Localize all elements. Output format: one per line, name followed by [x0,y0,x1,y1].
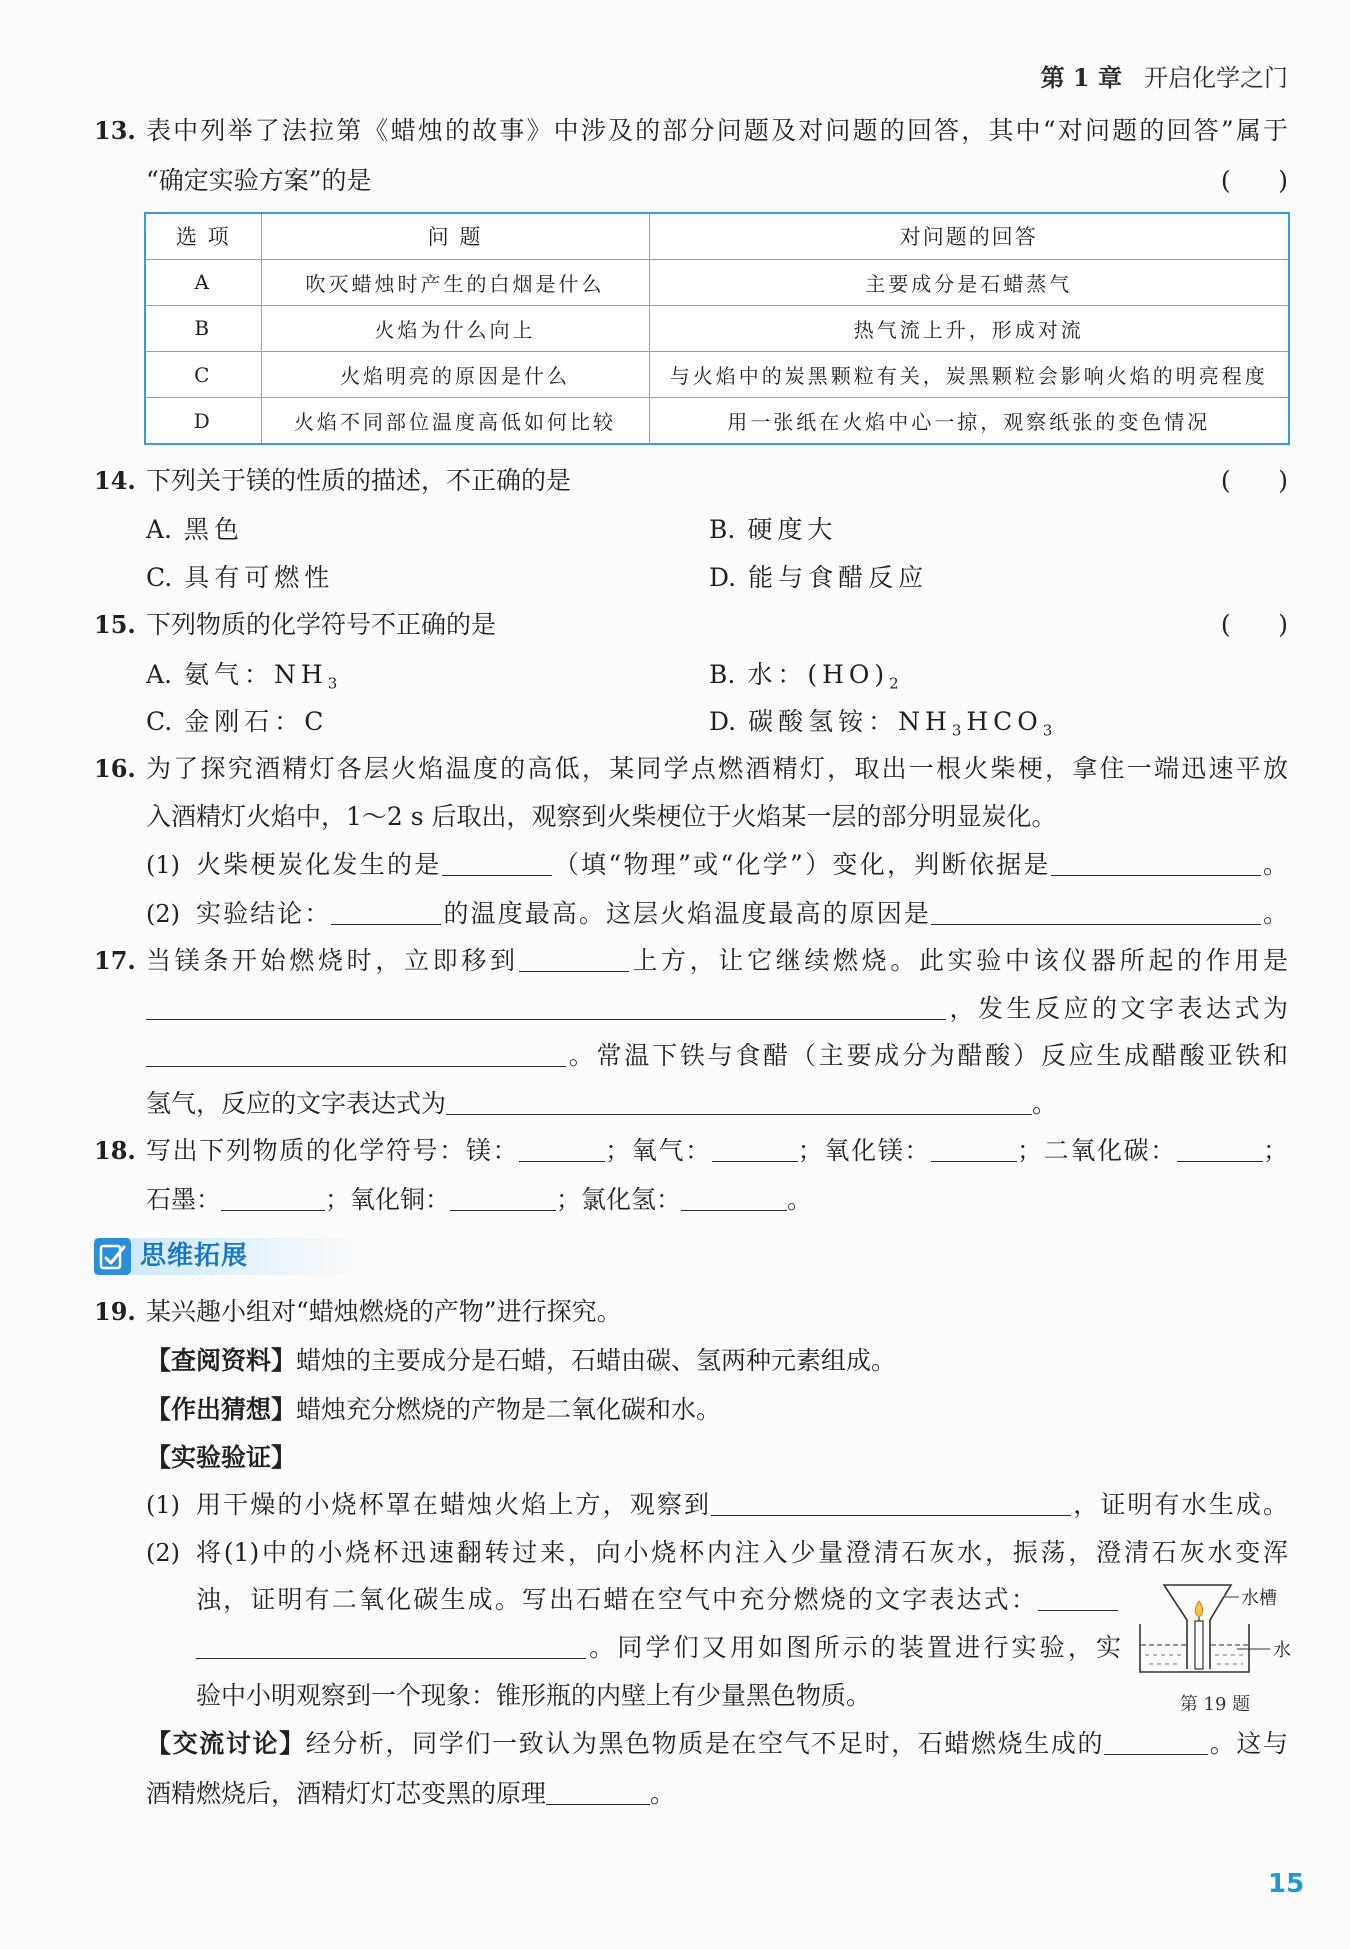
table-cell-answer: 热气流上升，形成对流 [649,305,1289,351]
answer-blank [146,1042,566,1067]
subquestion-text: 的温度最高。这层火焰温度最高的原因是 [441,899,931,928]
answer-parentheses: ( ) [1220,610,1288,639]
question-text-line [146,1085,1057,1123]
answer-blank [196,1634,586,1659]
question-number: 16. [94,754,136,783]
subquestion-text: （填“物理”或“化学”）变化，判断依据是 [551,850,1051,879]
substance-name: 氨气： [184,660,275,689]
table-cell-option: C [145,352,261,398]
question-text: ；氯化氢： [556,1185,682,1214]
question-text-line [146,1342,896,1380]
option-text: 具有可燃性 [184,563,335,592]
question-text: 蜡烛充分燃烧的产物是二氧化碳和水。 [296,1395,722,1424]
question-text: 当镁条开始燃烧时，立即移到 [146,946,519,975]
subquestion-text: 实验结论： [196,899,332,928]
option-b [709,656,904,694]
option-text: 能与食醋反应 [748,563,929,592]
table-cell-question: 吹灭蜡烛时产生的白烟是什么 [261,259,649,305]
table-row [145,398,1289,444]
section-tag: 【实验验证】 [146,1443,297,1472]
question-text: ，发生反应的文字表达式为 [946,994,1288,1023]
subquestion-line: 验中小明观察到一个现象：锥形瓶的内壁上有少量黑色物质。 [196,1681,872,1710]
question-text-line [146,1775,675,1813]
subquestion-text: 浊，证明有二氧化碳生成。写出石蜡在空气中充分燃烧的文字表达式： [196,1585,1038,1614]
question-text: ； [1262,1136,1288,1165]
answer-blank [331,900,441,925]
table-row [145,305,1289,351]
answer-blank [1104,1730,1208,1755]
table-cell-answer: 与火焰中的炭黑颗粒有关，炭黑颗粒会影响火焰的明亮程度 [649,352,1289,398]
question-text-line [146,1391,721,1429]
subquestion-line [196,1486,1288,1524]
option-text: 硬度大 [747,515,838,544]
question-text-line [146,1725,1288,1763]
question-number: 14. [94,466,136,495]
subquestion-label: (1) [146,851,180,879]
question-text-line [146,942,1288,980]
question-number: 18. [94,1136,136,1165]
question-text-line [146,1181,812,1219]
table-cell-option: B [145,305,261,351]
option-label: C. [146,563,173,592]
table-header-answer: 对问题的回答 [649,213,1289,259]
formula-part: NH [898,707,952,736]
answer-blank [450,1186,556,1211]
section-tag: 【作出猜想】 [146,1395,297,1424]
option-label: C. [146,707,173,736]
answer-blank [1051,851,1261,876]
table-header-row [145,213,1289,259]
question-text-line [146,990,1288,1028]
question-text: ；二氧化碳： [1017,1136,1177,1165]
question-text: 。 [1032,1089,1058,1118]
option-c [146,703,328,741]
formula-subscript: 3 [327,674,343,693]
section-tag: 【查阅资料】 [146,1346,297,1375]
option-text: 黑色 [184,515,245,544]
question-text: 蜡烛的主要成分是石蜡，石蜡由碳、氢两种元素组成。 [296,1346,897,1375]
subquestion-line: 将(1)中的小烧杯迅速翻转过来，向小烧杯内注入少量澄清石灰水，振荡，澄清石灰水变浑 [196,1538,1288,1567]
question-text-line: “确定实验方案”的是 [146,166,372,195]
answer-blank [1038,1586,1118,1611]
answer-blank [711,1491,1071,1516]
subquestion-text: ，证明有水生成。 [1071,1490,1288,1519]
question-number: 15. [94,610,136,639]
table-cell-answer: 用一张纸在火焰中心一掠，观察纸张的变色情况 [649,398,1289,444]
question-text: ；氧化铜： [325,1185,451,1214]
subquestion-line [196,1581,1118,1619]
answer-blank [712,1137,798,1162]
formula-part: NH [274,660,328,689]
option-label: D. [709,707,737,736]
question-text-line: 入酒精灯火焰中，1～2 s 后取出，观察到火柴梗位于火焰某一层的部分明显炭化。 [146,802,1057,831]
figure-caption: 第 19 题 [1179,1694,1251,1715]
question-text-line: 某兴趣小组对“蜡烛燃烧的产物”进行探究。 [146,1297,622,1326]
subquestion-label: (2) [146,1539,180,1567]
option-label: A. [146,515,173,544]
option-a [146,511,244,549]
answer-blank [931,900,1261,925]
question-text: ；氧气： [605,1136,712,1165]
table-cell-question: 火焰不同部位温度高低如何比较 [261,398,649,444]
answer-blank [1177,1137,1263,1162]
formula-subscript: 2 [889,674,904,693]
question-table [144,212,1290,445]
table-row [145,352,1289,398]
table-cell-answer: 主要成分是石蜡蒸气 [649,259,1289,305]
answer-blank [519,947,629,972]
subquestion-text: 用干燥的小烧杯罩在蜡烛火焰上方，观察到 [196,1490,712,1519]
formula-subscript: 3 [951,721,967,740]
answer-blank [681,1186,787,1211]
trough-label: 水槽 [1241,1588,1277,1609]
option-label: A. [146,660,173,689]
subquestion-text: 火柴梗炭化发生的是 [196,850,442,879]
question-text: ；氧化镁： [797,1136,932,1165]
question-number: 17. [94,946,136,975]
answer-blank [442,851,552,876]
substance-name: 碳酸氢铵： [748,707,899,736]
option-c [146,559,334,597]
table-header-option: 选 项 [145,213,261,259]
table-row [145,259,1289,305]
page-number: 15 [1268,1869,1305,1899]
pencil-note-icon [94,1238,131,1275]
question-text: 。 [787,1185,813,1214]
formula-part: HCO [966,707,1043,736]
answer-blank [931,1137,1017,1162]
answer-blank [146,995,946,1020]
subquestion-text: 。 [1260,899,1288,928]
question-stem: 下列关于镁的性质的描述，不正确的是 [146,466,572,495]
subquestion-label: (1) [146,1491,180,1519]
table-cell-option: A [145,259,261,305]
question-text: 酒精燃烧后，酒精灯灯芯变黑的原理 [146,1779,547,1808]
answer-blank [221,1186,325,1211]
answer-parentheses: ( ) [1220,166,1288,195]
section-tag: 【交流讨论】 [146,1729,306,1758]
experiment-apparatus-figure [1137,1577,1294,1683]
option-b [709,511,837,549]
question-text-line [146,1132,1288,1170]
table-header-question: 问 题 [261,213,649,259]
candle-flame [1195,1601,1203,1617]
option-label: B. [709,660,736,689]
question-number: 13. [94,116,136,145]
option-d [709,703,1057,741]
question-text-line [146,1037,1288,1075]
table-cell-question: 火焰明亮的原因是什么 [261,352,649,398]
answer-blank [446,1090,1032,1115]
question-number: 19. [94,1297,136,1326]
option-label: D. [709,563,737,592]
subquestion-line [196,1629,1121,1667]
water-label: 水 [1273,1640,1291,1661]
question-text-line: 表中列举了法拉第《蜡烛的故事》中涉及的部分问题及对问题的回答，其中“对问题的回答”属于 [146,116,1288,145]
candle [1195,1621,1203,1669]
question-text: 经分析，同学们一致认为黑色物质是在空气不足时，石蜡燃烧生成的 [305,1729,1105,1758]
question-text: 。常温下铁与食醋（主要成分为醋酸）反应生成醋酸亚铁和 [566,1041,1288,1070]
question-text: 氢气，反应的文字表达式为 [146,1089,447,1118]
section-title: 思维拓展 [140,1241,249,1271]
option-d [709,559,928,597]
question-stem: 下列物质的化学符号不正确的是 [146,610,497,639]
substance-name: 水： [747,660,808,689]
subquestion-line [196,846,1288,884]
chapter-title: 开启化学之门 [1144,64,1288,92]
question-text-line: 为了探究酒精灯各层火焰温度的高低，某同学点燃酒精灯，取出一根火柴梗，拿住一端迅速平放 [146,754,1288,783]
question-text: 石墨： [146,1185,222,1214]
chapter-number: 第 1 章 [1040,63,1122,92]
question-text: 。 [650,1779,676,1808]
section-banner [94,1238,364,1275]
question-text-line [146,1439,296,1477]
substance-name: 金刚石： [184,707,305,736]
table-cell-option: D [145,398,261,444]
subquestion-label: (2) [146,900,180,928]
answer-parentheses: ( ) [1220,466,1288,495]
subquestion-line [196,895,1288,933]
formula-part: (HO) [807,660,890,689]
question-text: 。这与 [1208,1729,1288,1758]
option-label: B. [709,515,736,544]
answer-blank [546,1780,650,1805]
table-cell-question: 火焰为什么向上 [261,305,649,351]
subquestion-text: 。 [1260,850,1288,879]
question-text: 上方，让它继续燃烧。此实验中该仪器所起的作用是 [628,946,1288,975]
option-a [146,656,342,694]
question-text: 写出下列物质的化学符号：镁： [146,1136,520,1165]
formula-subscript: 3 [1042,721,1058,740]
answer-blank [519,1137,605,1162]
formula-part: C [304,707,329,736]
chapter-header [1041,59,1288,97]
subquestion-text: 。同学们又用如图所示的装置进行实验，实 [586,1633,1121,1662]
